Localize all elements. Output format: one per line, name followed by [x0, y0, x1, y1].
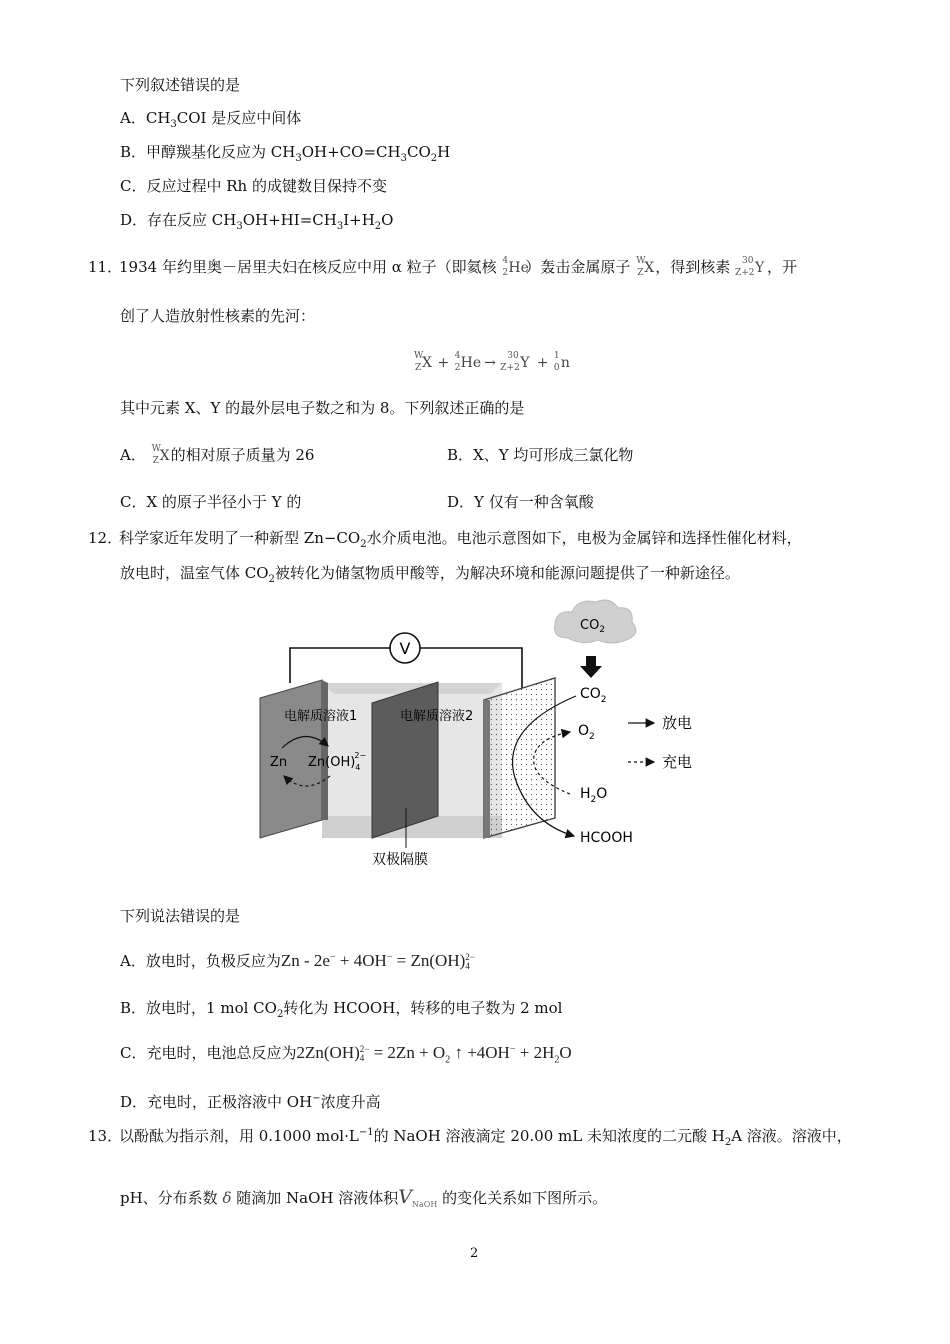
q10-option-c: C．反应过程中 Rh 的成键数目保持不变: [120, 177, 387, 195]
zn-label: Zn: [270, 755, 288, 770]
q12-option-c: C．充电时，电池总反应为2Zn(OH)2− $4 = 2Zn + O_2$ ↑ $+4OH^- + 2H_2O$: [120, 1043, 572, 1066]
q11-equation: W Z X + 4 2 He → 30 Z+2 Y + 1 0 n: [414, 351, 570, 373]
q12-option-a: A．放电时，负极反应为Zn - 2e− + 4OH− = Zn(OH)2− 4: [120, 951, 475, 972]
q10-stem: 下列叙述错误的是: [120, 76, 241, 94]
q12-option-d: D．充电时，正极溶液中 OH−浓度升高: [120, 1093, 381, 1111]
electrolyte1-label: 电解质溶液1: [284, 709, 358, 724]
page-number: 2: [470, 1246, 479, 1261]
q12-line1: 科学家近年发明了一种新型 $Zn-CO_2$水介质电池。电池示意图如下，电极为金属锌和选择性催化材料，: [119, 529, 802, 550]
q12-stem: 下列说法错误的是: [120, 907, 241, 925]
wire-left: [290, 648, 390, 683]
voltmeter-label: V: [399, 639, 411, 658]
znoh4-label: $Zn(OH)_42-$: [308, 751, 367, 772]
wire-right: [420, 648, 522, 688]
down-arrow: [580, 656, 602, 678]
electrolyte2-label: 电解质溶液2: [400, 709, 474, 724]
catalytic-electrode: [484, 678, 555, 838]
q11-option-c: C．X 的原子半径小于 Y 的: [120, 493, 302, 511]
q12-option-b: B．放电时，1 mol $CO_2$转化为 HCOOH，转移的电子数为 2 mol: [120, 999, 563, 1020]
q12-line2: 放电时，温室气体 $CO_2$被转化为储氢物质甲酸等，为解决环境和能源问题提供了一种新途径。: [120, 564, 740, 585]
q12-number: 12．: [88, 529, 123, 547]
q11-line2: 创了人造放射性核素的先河：: [120, 307, 316, 325]
q11-line1: 1934 年约里奥－居里夫妇在核反应中用 α 粒子（即氦核 4 2 He ）轰击金属原子 W Z X ，得到核素 30 Z+2 Y ，开: [119, 256, 798, 278]
q11-number: 11．: [88, 258, 123, 276]
battery-diagram: [250, 598, 710, 878]
q13-line2: pH、分布系数 δ 随滴加 NaOH 溶液体积$V_{NaOH}$ 的变化关系如下图所示。: [120, 1186, 608, 1209]
q11-option-a: A． W Z X 的相对原子质量为 26: [120, 444, 315, 466]
q11-option-b: B．X、Y 均可形成三氯化物: [447, 446, 634, 464]
o2-label: $O_2$: [578, 723, 595, 742]
nuclide-y: 30 Z+2 Y: [735, 256, 765, 278]
nuclide-he: 4 2 He: [502, 256, 529, 278]
co2-label: $CO_2$: [580, 686, 607, 705]
nuclide-x: W Z X: [636, 256, 655, 278]
q13-number: 13．: [88, 1127, 123, 1145]
q10-option-b: B．甲醇羰基化反应为 $CH_3OH+CO=CH_3CO_2H$: [120, 143, 451, 164]
legend-charge-label: 充电: [662, 753, 693, 771]
legend-discharge-label: 放电: [662, 714, 693, 732]
q11-option-d: D．Y 仅有一种含氧酸: [447, 493, 594, 511]
cloud-co2-label: $CO_2$: [580, 618, 606, 635]
bipolar-membrane: [372, 682, 438, 838]
q10-option-a: A．$CH_3COI$ 是反应中间体: [120, 109, 302, 130]
q10-option-d: D．存在反应 $CH_3OH+HI=CH_3I+H_2O$: [120, 211, 394, 232]
h2o-label: $H_2O$: [580, 786, 608, 805]
membrane-label: 双极隔膜: [372, 852, 428, 868]
q13-line1: 以酚酞为指示剂，用 0.1000 $mol\cdot L^{-1}$的 NaOH 溶液滴定 20.00 mL 未知浓度的二元酸 $H_2A$ 溶液。溶液中，: [119, 1127, 852, 1148]
q11-line3: 其中元素 X、Y 的最外层电子数之和为 8。下列叙述正确的是: [120, 399, 525, 417]
hcooh-label: HCOOH: [580, 830, 633, 846]
